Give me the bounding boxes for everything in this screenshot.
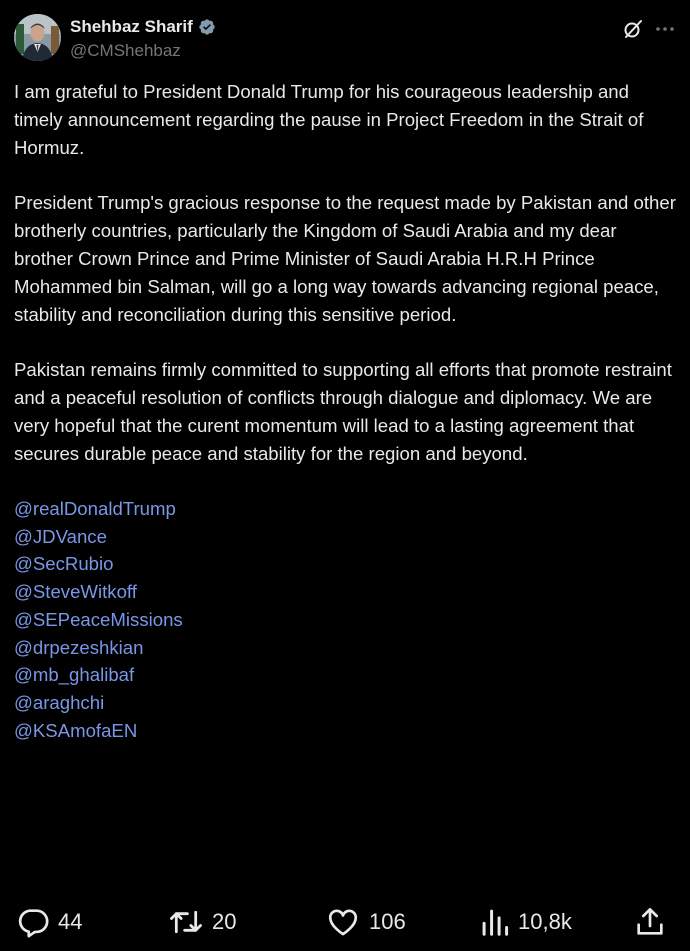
views-count: 10,8k: [518, 909, 572, 934]
post-header: [14, 14, 676, 64]
top-actions: [622, 18, 676, 40]
mention-link[interactable]: @realDonaldTrump: [14, 498, 176, 519]
heart-icon: [325, 905, 361, 939]
like-count: 106: [369, 909, 406, 934]
mention-link[interactable]: @drpezeshkian: [14, 636, 144, 658]
name-row: [70, 16, 216, 38]
share-upload-icon: [634, 905, 666, 939]
author-info: [70, 16, 216, 61]
avatar-portrait-icon: [14, 14, 61, 61]
like-button[interactable]: [325, 902, 406, 942]
verified-badge-icon: [198, 18, 216, 36]
grok-icon[interactable]: [622, 18, 644, 40]
reply-count: 44: [58, 909, 83, 934]
repost-button[interactable]: [168, 902, 236, 942]
post-paragraph-3: Pakistan remains firmly committed to supporting all efforts that promote restraint and a peaceful resolution of conflicts through dialogue and diplomacy. We are very hopeful that the curent momentum will lead to a lasting agreement that secures durable peace and stability for the region and beyond.: [14, 359, 672, 464]
post-paragraph-2: President Trump's gracious response to the request made by Pakistan and other brotherly countries, particularly the Kingdom of Saudi Arabia and my dear brother Crown Prince and Prime Minister of Saudi Arabia H.R.H Prince Mohammed bin Salman, will go a long way towards advancing regional peace, stability and reconciliation during this sensitive period.: [14, 192, 676, 325]
mention-link[interactable]: @SEPeaceMissions: [14, 608, 183, 630]
post-body: [14, 78, 678, 744]
mention-link[interactable]: @mb_ghalibaf: [14, 664, 135, 686]
mention-link[interactable]: @SteveWitkoff: [14, 581, 137, 603]
handle[interactable]: @CMShehbaz: [70, 41, 181, 60]
repost-count: 20: [212, 909, 237, 934]
display-name[interactable]: Shehbaz Sharif: [70, 17, 193, 36]
reply-button[interactable]: [16, 902, 82, 942]
mention-link[interactable]: @araghchi: [14, 691, 105, 713]
more-icon[interactable]: [654, 18, 676, 40]
action-bar: [0, 902, 690, 942]
views-button[interactable]: [480, 902, 572, 942]
mention-link[interactable]: @SecRubio: [14, 553, 114, 575]
avatar[interactable]: [14, 14, 61, 61]
post-paragraph-1: I am grateful to President Donald Trump for his courageous leadership and timely announcement regarding the pause in Project Freedom in the Strait of Hormuz.: [14, 81, 644, 158]
repost-icon: [168, 905, 204, 939]
mention-link[interactable]: @JDVance: [14, 525, 107, 547]
reply-icon: [16, 905, 50, 939]
mentions-list: [14, 495, 678, 744]
views-bar-chart-icon: [480, 905, 510, 939]
share-button[interactable]: [634, 902, 666, 942]
mention-link[interactable]: @KSAmofaEN: [14, 719, 138, 741]
